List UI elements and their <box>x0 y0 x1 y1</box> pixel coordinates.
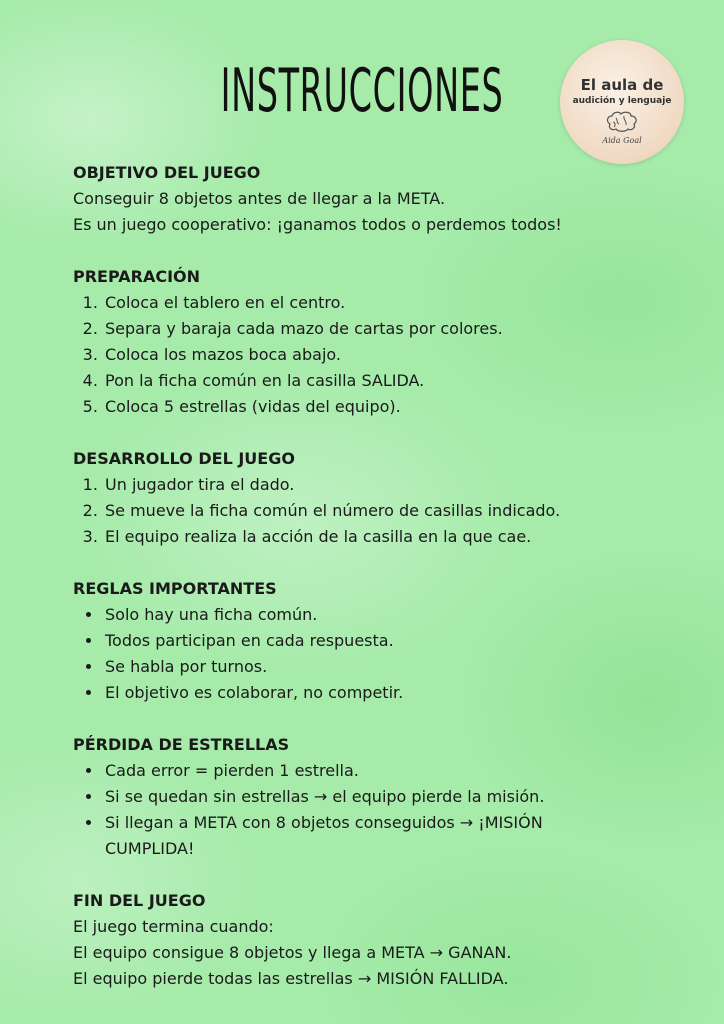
section-objetivo <box>73 160 673 238</box>
list-item: 2. Se mueve la ficha común el número de casillas indicado. <box>103 498 673 524</box>
instructions-body <box>73 160 673 1018</box>
text-line: Conseguir 8 objetos antes de llegar a la META. <box>73 189 446 208</box>
section-heading: FIN DEL JUEGO <box>73 891 206 910</box>
numbered-list <box>73 472 673 550</box>
list-item: • Todos participan en cada respuesta. <box>103 628 673 654</box>
section-heading: OBJETIVO DEL JUEGO <box>73 163 261 182</box>
logo-line-1: El aula de <box>580 76 664 94</box>
section-heading: PREPARACIÓN <box>73 267 201 286</box>
brand-logo <box>560 40 684 164</box>
list-item: • Si llegan a META con 8 objetos conseguidos → ¡MISIÓN CUMPLIDA! <box>103 810 673 862</box>
text-line: Es un juego cooperativo: ¡ganamos todos o perdemos todos! <box>73 215 562 234</box>
logo-line-2: audición y lenguaje <box>572 96 672 106</box>
list-item: 1. Un jugador tira el dado. <box>103 472 673 498</box>
list-item: • Se habla por turnos. <box>103 654 673 680</box>
list-item: • El objetivo es colaborar, no competir. <box>103 680 673 706</box>
list-item: • Solo hay una ficha común. <box>103 602 673 628</box>
list-item: 2. Separa y baraja cada mazo de cartas por colores. <box>103 316 673 342</box>
page-title: INSTRUCCIONES <box>220 56 504 126</box>
list-item: 1. Coloca el tablero en el centro. <box>103 290 673 316</box>
list-item: 3. Coloca los mazos boca abajo. <box>103 342 673 368</box>
list-item: 5. Coloca 5 estrellas (vidas del equipo). <box>103 394 673 420</box>
section-preparacion <box>73 264 673 420</box>
bullet-list <box>73 758 673 862</box>
text-line: El juego termina cuando: <box>73 917 274 936</box>
text-line: El equipo consigue 8 objetos y llega a META → GANAN. <box>73 943 512 962</box>
logo-signature: Aida Goal <box>602 136 642 145</box>
section-heading: DESARROLLO DEL JUEGO <box>73 449 295 468</box>
numbered-list <box>73 290 673 420</box>
section-reglas <box>73 576 673 706</box>
brain-icon <box>604 110 640 134</box>
section-perdida <box>73 732 673 862</box>
list-item: • Cada error = pierden 1 estrella. <box>103 758 673 784</box>
section-desarrollo <box>73 446 673 550</box>
list-item: • Si se quedan sin estrellas → el equipo pierde la misión. <box>103 784 673 810</box>
section-fin <box>73 888 673 992</box>
list-item: 4. Pon la ficha común en la casilla SALIDA. <box>103 368 673 394</box>
text-line: El equipo pierde todas las estrellas → MISIÓN FALLIDA. <box>73 969 509 988</box>
bullet-list <box>73 602 673 706</box>
section-heading: PÉRDIDA DE ESTRELLAS <box>73 735 290 754</box>
list-item: 3. El equipo realiza la acción de la casilla en la que cae. <box>103 524 673 550</box>
section-heading: REGLAS IMPORTANTES <box>73 579 277 598</box>
